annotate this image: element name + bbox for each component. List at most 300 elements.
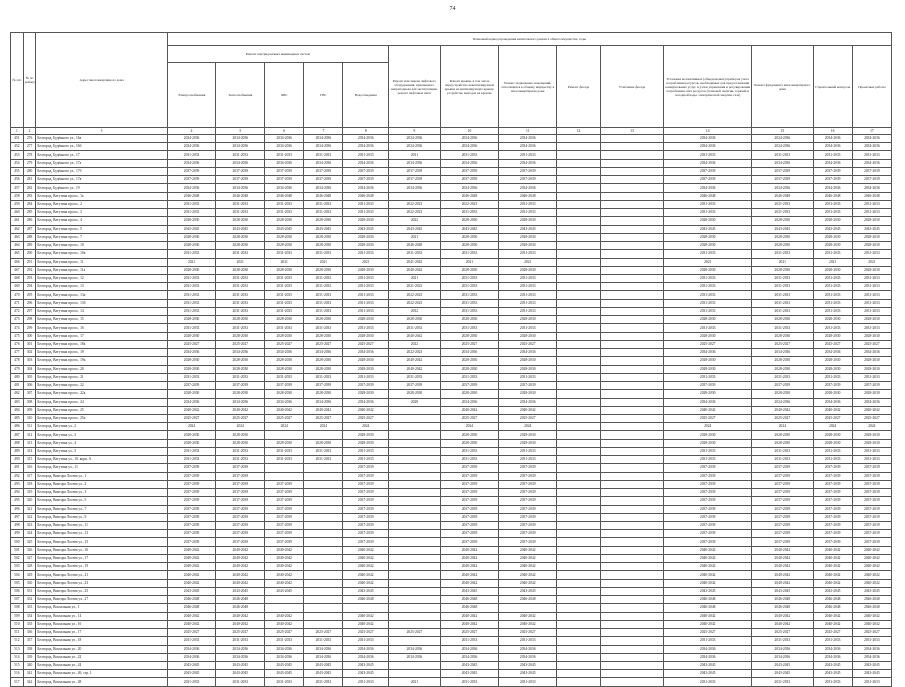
table-cell [388, 513, 440, 521]
table-cell: 2037-2039 [752, 167, 813, 175]
table-cell [388, 571, 440, 579]
table-cell: Белгород, Будённого ул., 17б [36, 167, 167, 175]
table-cell: 2043-2045 [752, 670, 813, 678]
table-cell: 2037-2039 [343, 513, 389, 521]
table-cell: 2046-2048 [813, 192, 852, 200]
table-cell: 2028-2030 [852, 233, 891, 241]
table-cell: 492 [11, 472, 24, 480]
table-cell [557, 447, 600, 455]
table-cell: Белгород, Ватутина просп., 25 [36, 406, 167, 414]
table-cell [265, 431, 304, 439]
table-cell: 2031-2033 [343, 151, 389, 159]
table-cell: 2040-2042 [216, 620, 265, 628]
table-cell: 2028-2030 [343, 332, 389, 340]
table-cell: 2040-2042 [852, 612, 891, 620]
column-number: 2 [23, 128, 36, 135]
table-cell: 2031-2033 [265, 678, 304, 686]
table-row [11, 472, 892, 480]
table-cell: 2037-2039 [664, 497, 752, 505]
table-cell: 2031-2033 [167, 299, 216, 307]
table-cell: 2034-2036 [440, 184, 498, 192]
table-cell: 454 [11, 159, 24, 167]
table-cell: 2031-2033 [499, 209, 557, 217]
table-cell: 2037-2039 [343, 382, 389, 390]
table-cell [304, 464, 343, 472]
table-cell: 2025-2027 [304, 629, 343, 637]
table-cell: 2031-2033 [167, 274, 216, 282]
table-cell: 2040-2042 [752, 571, 813, 579]
table-cell: 2028-2030 [813, 357, 852, 365]
table-cell: 2040-2042 [440, 554, 498, 562]
table-cell [600, 538, 664, 546]
table-cell [600, 472, 664, 480]
table-cell: 2031-2033 [440, 324, 498, 332]
table-cell: 2031-2033 [440, 299, 498, 307]
table-cell: 2040-2042 [499, 406, 557, 414]
table-cell: 2028-2030 [852, 266, 891, 274]
table-cell: 2037-2039 [752, 480, 813, 488]
table-cell [388, 596, 440, 604]
table-cell: 285 [23, 209, 36, 217]
table-cell: 2034-2036 [265, 143, 304, 151]
table-cell: 2031-2033 [265, 209, 304, 217]
table-cell [557, 159, 600, 167]
table-cell: 469 [11, 283, 24, 291]
table-cell: 2037-2039 [265, 513, 304, 521]
table-cell: Белгород, Ватутина просп., 2 [36, 200, 167, 208]
table-cell [557, 579, 600, 587]
table-cell [600, 349, 664, 357]
table-cell: 506 [11, 587, 24, 595]
table-cell: 2046-2048 [852, 596, 891, 604]
table-cell: 2028-2030 [167, 390, 216, 398]
table-cell: 2034-2036 [664, 653, 752, 661]
table-cell: 2034-2036 [852, 653, 891, 661]
table-cell [304, 587, 343, 595]
table-cell: 456 [11, 176, 24, 184]
table-cell: 2031-2033 [343, 299, 389, 307]
table-cell: 2040-2042 [752, 546, 813, 554]
table-cell [557, 135, 600, 143]
table-cell [557, 266, 600, 274]
table-cell: 501 [11, 546, 24, 554]
table-cell: 2028-2030 [752, 266, 813, 274]
table-row [11, 464, 892, 472]
table-cell: Белгород, Виктора Лосева ул., 9 [36, 513, 167, 521]
table-cell: 2037-2039 [167, 176, 216, 184]
table-cell: Белгород, Ватутина просп., 11а [36, 266, 167, 274]
table-cell [600, 340, 664, 348]
table-cell: 2028-2030 [343, 233, 389, 241]
table-cell: 2022-2023 [388, 209, 440, 217]
table-cell: 2037-2039 [664, 522, 752, 530]
table-cell [304, 505, 343, 513]
table-cell: 516 [11, 670, 24, 678]
table-cell: 2034-2036 [265, 653, 304, 661]
table-cell [600, 439, 664, 447]
table-cell: 2024 [440, 423, 498, 431]
table-cell: 2031-2033 [167, 373, 216, 381]
table-cell: 2037-2039 [216, 167, 265, 175]
table-cell: 2028-2030 [440, 431, 498, 439]
table-cell: 2034-2036 [167, 159, 216, 167]
table-cell [388, 604, 440, 612]
table-cell: 2040-2042 [216, 406, 265, 414]
table-cell: 472 [11, 307, 24, 315]
table-cell: 498 [11, 522, 24, 530]
table-cell: 2046-2048 [343, 192, 389, 200]
table-cell: Белгород, Ватутина просп., 19 [36, 349, 167, 357]
table-cell: 2034-2036 [852, 398, 891, 406]
table-cell: 2037-2039 [752, 472, 813, 480]
table-cell [557, 678, 600, 686]
table-cell: 2037-2039 [499, 489, 557, 497]
table-cell [600, 670, 664, 678]
table-cell: 2037-2039 [388, 176, 440, 184]
table-cell [557, 554, 600, 562]
table-cell: 2034-2036 [388, 645, 440, 653]
table-cell [600, 274, 664, 282]
table-cell: 2028-2030 [664, 217, 752, 225]
table-cell: 2028-2030 [852, 316, 891, 324]
table-cell: 2031-2033 [167, 291, 216, 299]
table-cell: Белгород, Ватутина просп., 13 [36, 283, 167, 291]
table-cell [304, 530, 343, 538]
table-cell: 513 [11, 645, 24, 653]
table-cell: 2028-2030 [664, 242, 752, 250]
table-cell: 2028-2030 [167, 431, 216, 439]
table-cell: 2034-2036 [343, 143, 389, 151]
table-row [11, 629, 892, 637]
table-row [11, 283, 892, 291]
table-cell: 2037-2039 [167, 530, 216, 538]
table-row [11, 307, 892, 315]
table-cell [557, 225, 600, 233]
table-cell: 484 [11, 406, 24, 414]
table-cell: 2037-2039 [265, 530, 304, 538]
table-cell: 497 [11, 513, 24, 521]
table-cell: 2025-2027 [167, 340, 216, 348]
table-cell: 2037-2039 [499, 497, 557, 505]
table-cell: 2028-2030 [265, 266, 304, 274]
table-cell [600, 373, 664, 381]
table-cell: 2037-2039 [852, 489, 891, 497]
table-cell: 2046-2048 [304, 192, 343, 200]
table-cell: Белгород, Виктора Лосева ул., 16 [36, 546, 167, 554]
table-cell [600, 546, 664, 554]
table-cell: 2028-2030 [664, 390, 752, 398]
table-cell: 2028-2030 [216, 332, 265, 340]
table-cell: 2040-2042 [343, 571, 389, 579]
table-cell: 2040-2042 [167, 620, 216, 628]
table-cell [388, 579, 440, 587]
table-cell: 2025-2027 [852, 629, 891, 637]
table-cell: 2034-2036 [388, 184, 440, 192]
table-cell: 2037-2039 [852, 522, 891, 530]
table-cell: 2021 [343, 258, 389, 266]
table-cell: 2037-2039 [813, 538, 852, 546]
table-cell: 2028-2030 [343, 316, 389, 324]
table-cell: 2031-2033 [852, 373, 891, 381]
table-cell: 2028-2030 [664, 316, 752, 324]
table-cell [600, 324, 664, 332]
table-cell: Белгород, Ватутина просп., 1а [36, 192, 167, 200]
table-cell: 2037-2039 [852, 530, 891, 538]
table-cell: 2024 [664, 423, 752, 431]
table-cell [304, 538, 343, 546]
table-row [11, 159, 892, 167]
table-cell: 2040-2042 [664, 612, 752, 620]
table-cell [600, 283, 664, 291]
table-cell: 2034-2036 [216, 159, 265, 167]
table-cell: 2031-2033 [813, 299, 852, 307]
table-cell: 2040-2042 [167, 612, 216, 620]
table-cell [600, 357, 664, 365]
table-cell: 2028-2030 [852, 217, 891, 225]
table-cell: 2040-2042 [440, 571, 498, 579]
table-cell: 2037-2039 [664, 489, 752, 497]
table-cell: 277 [23, 143, 36, 151]
table-row [11, 653, 892, 661]
table-cell: 458 [11, 192, 24, 200]
table-cell [600, 233, 664, 241]
table-cell [557, 546, 600, 554]
table-cell: 2037-2039 [440, 538, 498, 546]
table-cell: 2031-2033 [752, 324, 813, 332]
table-cell [557, 472, 600, 480]
table-cell: 2037-2039 [265, 489, 304, 497]
table-cell: 2034-2036 [304, 645, 343, 653]
table-cell: 338 [23, 645, 36, 653]
table-cell: 2034-2036 [852, 135, 891, 143]
table-cell: 2034-2036 [216, 135, 265, 143]
table-cell [304, 497, 343, 505]
table-cell: 2031-2033 [388, 373, 440, 381]
table-cell: 2043-2045 [388, 225, 440, 233]
table-cell: 2031-2033 [265, 299, 304, 307]
table-cell [388, 670, 440, 678]
table-cell: 2028-2030 [852, 365, 891, 373]
table-cell: 2037-2039 [216, 497, 265, 505]
table-cell: 2043-2045 [813, 662, 852, 670]
table-row [11, 579, 892, 587]
table-cell: 2040-2042 [265, 620, 304, 628]
table-cell [557, 456, 600, 464]
table-cell: 2037-2039 [216, 530, 265, 538]
table-cell [388, 612, 440, 620]
table-cell: 2031-2033 [167, 151, 216, 159]
table-cell [557, 274, 600, 282]
table-cell: 2031-2033 [852, 456, 891, 464]
header-facade: Ремонт фасада [557, 46, 600, 128]
table-cell: 2040-2042 [343, 406, 389, 414]
table-row [11, 274, 892, 282]
table-cell: 2034-2036 [499, 645, 557, 653]
table-cell: 334 [23, 612, 36, 620]
table-row [11, 678, 892, 686]
table-cell: 339 [23, 653, 36, 661]
table-cell: 2043-2045 [304, 225, 343, 233]
table-cell: Белгород, Будённого ул., 17а [36, 159, 167, 167]
table-cell: 2040-2042 [388, 365, 440, 373]
table-cell: 2031-2033 [664, 456, 752, 464]
table-cell: 2037-2039 [852, 480, 891, 488]
table-cell: 2025-2027 [813, 629, 852, 637]
table-cell: 2024 [167, 423, 216, 431]
table-cell: 2028-2030 [752, 316, 813, 324]
table-cell: 2034-2036 [216, 184, 265, 192]
table-cell: 2037-2039 [440, 382, 498, 390]
table-cell: 2043-2045 [664, 587, 752, 595]
table-cell: 2031-2033 [664, 373, 752, 381]
table-cell: 2034-2036 [813, 143, 852, 151]
table-cell: 303 [23, 357, 36, 365]
table-cell: 2024 [304, 423, 343, 431]
table-cell [557, 200, 600, 208]
table-cell: 2021 [388, 233, 440, 241]
table-cell: 2022 [388, 340, 440, 348]
table-cell: 2037-2039 [388, 382, 440, 390]
table-cell: 482 [11, 390, 24, 398]
table-cell: 2031-2033 [813, 291, 852, 299]
table-cell: 306 [23, 382, 36, 390]
table-cell: 2040-2042 [813, 571, 852, 579]
table-cell [557, 439, 600, 447]
table-cell [388, 472, 440, 480]
table-cell: 2031-2033 [852, 274, 891, 282]
table-cell: 2040-2042 [216, 612, 265, 620]
table-cell [557, 250, 600, 258]
table-cell: 2037-2039 [813, 382, 852, 390]
table-cell: Белгород, Виктора Лосева ул., 11 [36, 522, 167, 530]
table-cell: 2028-2030 [852, 431, 891, 439]
table-cell: 2046-2048 [343, 596, 389, 604]
table-cell: 2037-2039 [167, 522, 216, 530]
table-cell: 2037-2039 [167, 167, 216, 175]
table-cell: Белгород, Вокзальная ул., 22 [36, 653, 167, 661]
page-number: 74 [449, 6, 456, 12]
table-cell [557, 143, 600, 151]
table-cell [557, 587, 600, 595]
table-cell: 2022-2023 [388, 291, 440, 299]
table-cell: 2043-2045 [265, 662, 304, 670]
table-cell: 2040-2042 [265, 563, 304, 571]
table-cell: 2028-2030 [304, 217, 343, 225]
table-cell: 2025-2027 [852, 414, 891, 422]
table-cell: Белгород, Ватутина просп., 24 [36, 398, 167, 406]
table-cell: 2028-2030 [752, 431, 813, 439]
table-cell: Белгород, Вокзальная ул., 16 [36, 620, 167, 628]
table-cell: 2031-2033 [343, 250, 389, 258]
table-cell: 2031-2033 [852, 250, 891, 258]
table-cell [600, 571, 664, 579]
table-cell: 2034-2036 [304, 143, 343, 151]
table-cell [600, 365, 664, 373]
table-cell: 2040-2042 [664, 620, 752, 628]
table-cell: 2028-2030 [343, 242, 389, 250]
table-cell: 2040-2042 [499, 554, 557, 562]
table-cell: 2046-2048 [167, 192, 216, 200]
table-cell: 2037-2039 [167, 480, 216, 488]
table-cell: 2034-2036 [265, 645, 304, 653]
table-cell: 2037-2039 [752, 464, 813, 472]
table-cell: 2028-2030 [752, 332, 813, 340]
table-cell: 2037-2039 [752, 538, 813, 546]
table-cell: Белгород, Ватутина просп., 5 [36, 225, 167, 233]
table-cell: 2040-2042 [813, 563, 852, 571]
table-cell: 2040-2042 [813, 554, 852, 562]
table-cell: 511 [11, 629, 24, 637]
table-cell: 280 [23, 167, 36, 175]
table-cell: 2031-2033 [216, 151, 265, 159]
table-cell: 2043-2045 [440, 587, 498, 595]
table-cell: 2031-2033 [167, 307, 216, 315]
table-cell: 2025-2027 [499, 340, 557, 348]
table-cell: 2031-2033 [852, 209, 891, 217]
table-cell: 2034-2036 [499, 143, 557, 151]
table-cell: 2034-2036 [752, 143, 813, 151]
table-row [11, 431, 892, 439]
table-cell: 2034-2036 [343, 645, 389, 653]
table-cell: 2040-2042 [813, 546, 852, 554]
table-cell: Белгород, Виктора Лосева ул., 27 [36, 596, 167, 604]
table-cell: 2041-2043 [388, 258, 440, 266]
table-cell: 2043-2045 [752, 225, 813, 233]
table-cell: 480 [11, 373, 24, 381]
table-cell: 2028-2030 [852, 439, 891, 447]
table-row [11, 349, 892, 357]
table-cell: 2037-2039 [265, 505, 304, 513]
table-cell: 2028-2030 [167, 242, 216, 250]
table-cell: 2025-2027 [304, 414, 343, 422]
table-cell: 2034-2036 [499, 349, 557, 357]
table-cell: 2046-2048 [664, 192, 752, 200]
table-cell: 2043-2045 [216, 225, 265, 233]
table-cell: 2028-2030 [752, 357, 813, 365]
table-cell: 2021 [813, 258, 852, 266]
table-cell [304, 472, 343, 480]
table-cell [600, 423, 664, 431]
table-cell [600, 456, 664, 464]
table-cell [388, 192, 440, 200]
table-row [11, 612, 892, 620]
table-row [11, 620, 892, 628]
table-cell: 488 [11, 439, 24, 447]
table-cell: 2031-2033 [440, 283, 498, 291]
table-cell [557, 340, 600, 348]
table-cell: 2037-2039 [852, 538, 891, 546]
table-cell: Белгород, Вокзальная ул., 14 [36, 612, 167, 620]
table-cell: 2037-2039 [499, 176, 557, 184]
table-row [11, 497, 892, 505]
table-row [11, 563, 892, 571]
table-cell: 2037-2039 [265, 167, 304, 175]
table-cell: 2037-2039 [167, 513, 216, 521]
table-cell: 335 [23, 620, 36, 628]
table-cell: 2043-2045 [440, 670, 498, 678]
table-cell: 2037-2039 [343, 530, 389, 538]
table-cell: Белгород, Ватутина просп., 22 [36, 382, 167, 390]
table-cell: 2034-2036 [216, 645, 265, 653]
table-cell: 2037-2039 [216, 480, 265, 488]
table-cell: 2031-2033 [499, 250, 557, 258]
table-cell: Белгород, Ватутина просп., 25а [36, 414, 167, 422]
table-cell [557, 522, 600, 530]
table-row [11, 406, 892, 414]
table-cell: Белгород, Ватутина просп., 12 [36, 274, 167, 282]
table-cell: 289 [23, 242, 36, 250]
table-cell: 2034-2036 [499, 184, 557, 192]
